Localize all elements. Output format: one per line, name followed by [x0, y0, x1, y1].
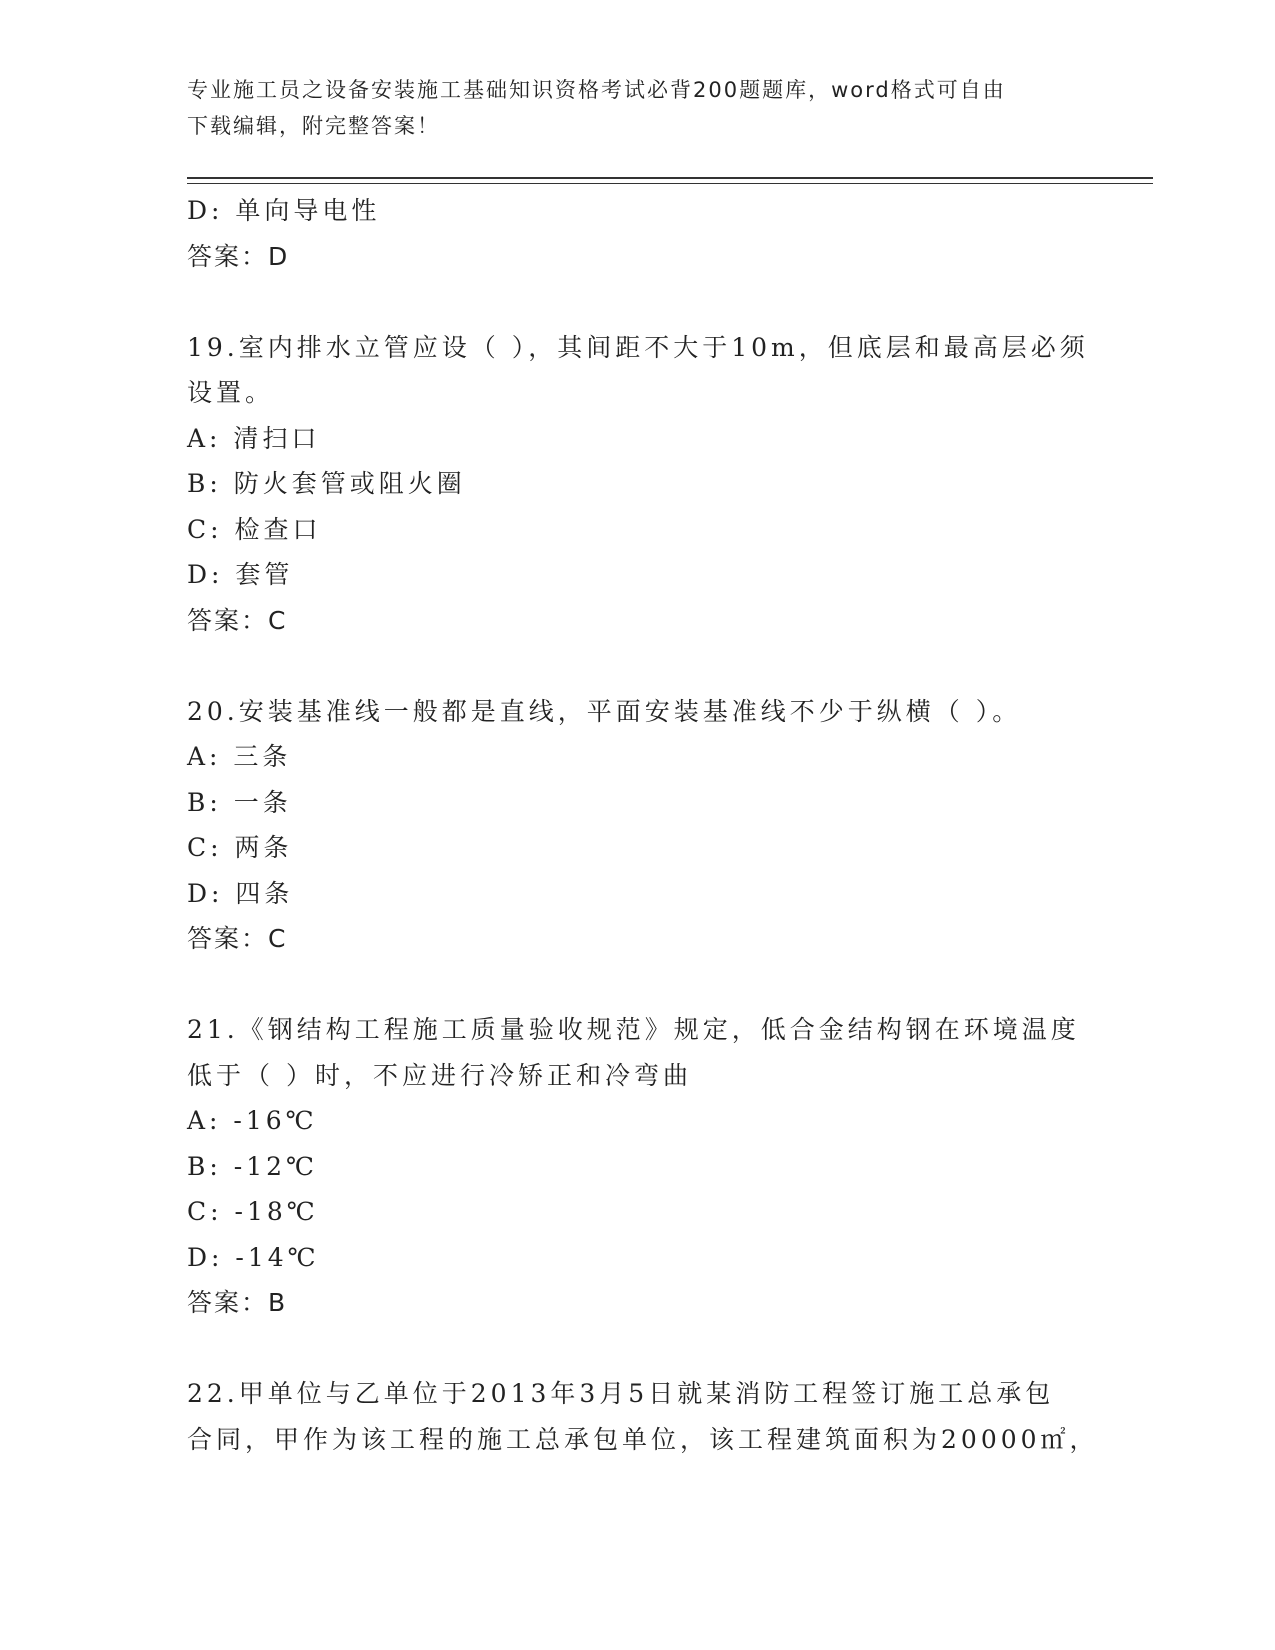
block-spacer: [187, 962, 1087, 1008]
document-header: [187, 72, 1067, 144]
question-text: 19.室内排水立管应设（ ），其间距不大于10m，但底层和最高层必须: [187, 332, 1089, 362]
option-line: C: 检查口: [187, 514, 322, 544]
question-text: 合同，甲作为该工程的施工总承包单位，该工程建筑面积为20000㎡，: [187, 1424, 1099, 1454]
option-line: C: 两条: [187, 833, 293, 862]
answer-line: 答案：D: [187, 241, 290, 271]
header-divider-thin: [187, 183, 1153, 184]
option-line: A: -16℃: [187, 1106, 318, 1135]
option-line: D: 四条: [187, 878, 294, 908]
answer-line: 答案：C: [187, 924, 288, 953]
option-line: A: 三条: [187, 742, 292, 771]
question-list: [187, 188, 1099, 1462]
block-spacer: [187, 279, 1087, 325]
header-divider-thick: [187, 177, 1153, 179]
option-line: D: 套管: [187, 560, 294, 589]
header-line-1: 专业施工员之设备安装施工基础知识资格考试必背200题题库，word格式可自由: [187, 78, 1006, 102]
option-line: A: 清扫口: [187, 423, 321, 453]
option-line: B: 一条: [187, 787, 292, 817]
block-spacer: [187, 643, 1087, 689]
answer-line: 答案：C: [187, 605, 288, 635]
question-text: 设置。: [187, 378, 275, 407]
block-spacer: [187, 1326, 1087, 1372]
option-line: B: -12℃: [187, 1151, 318, 1181]
question-text: 低于（ ）时，不应进行冷矫正和冷弯曲: [187, 1060, 692, 1090]
question-text: 21.《钢结构工程施工质量验收规范》规定，低合金结构钢在环境温度: [187, 1015, 1080, 1044]
question-text: 22.甲单位与乙单位于2013年3月5日就某消防工程签订施工总承包: [187, 1379, 1055, 1408]
header-line-2: 下载编辑，附完整答案！: [187, 114, 440, 138]
option-line: D: -14℃: [187, 1242, 320, 1272]
answer-line: 答案：B: [187, 1288, 288, 1317]
option-line: C: -18℃: [187, 1197, 319, 1226]
option-line: B: 防火套管或阻火圈: [187, 469, 466, 498]
question-text: 20.安装基准线一般都是直线，平面安装基准线不少于纵横（ ）。: [187, 696, 1022, 726]
option-line: D: 单向导电性: [187, 196, 381, 225]
